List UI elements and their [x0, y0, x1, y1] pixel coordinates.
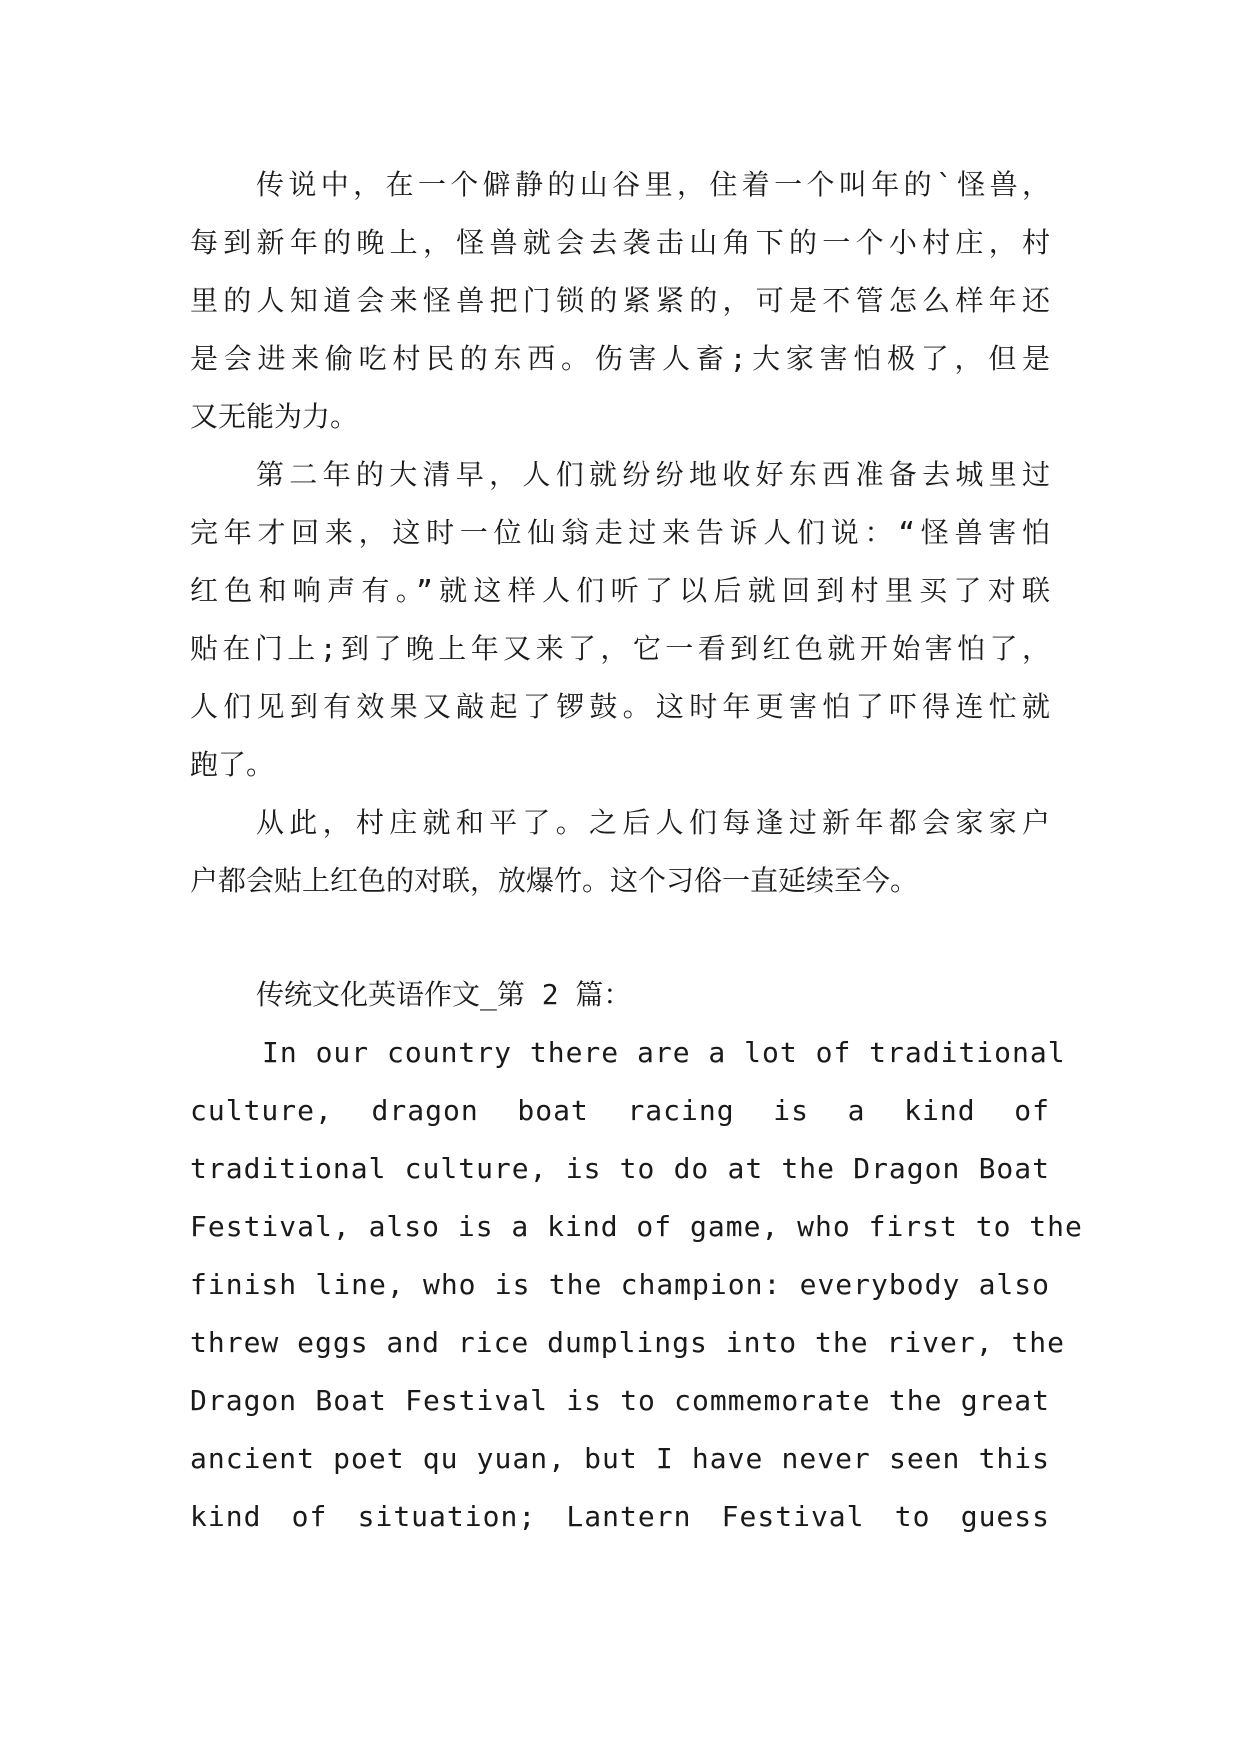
paragraph-2-line-3: 红色和响声有。”就这样人们听了以后就回到村里买了对联 [190, 574, 1050, 607]
english-line-6: threw eggs and rice dumplings into the river, the [190, 1326, 1066, 1359]
english-line-2: culture, dragon boat racing is a kind of [190, 1094, 1050, 1127]
paragraph-2-line-6: 跑了。 [190, 748, 275, 781]
paragraph-2-line-2: 完年才回来，这时一位仙翁走过来告诉人们说：“怪兽害怕 [190, 516, 1050, 549]
paragraph-1-line-2: 每到新年的晚上，怪兽就会去袭击山角下的一个小村庄，村 [190, 226, 1050, 259]
paragraph-1-line-4: 是会进来偷吃村民的东西。伤害人畜;大家害怕极了，但是 [190, 342, 1050, 375]
english-line-3: traditional culture, is to do at the Dragon Boat [190, 1152, 1050, 1185]
paragraph-1-line-5: 又无能为力。 [190, 400, 359, 433]
english-line-1: In our country there are a lot of traditional [262, 1036, 1066, 1069]
paragraph-2-line-1: 第二年的大清早，人们就纷纷地收好东西准备去城里过 [256, 458, 1050, 491]
paragraph-2-line-4: 贴在门上;到了晚上年又来了，它一看到红色就开始害怕了， [190, 632, 1050, 665]
section-heading: 传统文化英语作文_第 2 篇： [256, 978, 632, 1011]
english-line-5: finish line, who is the champion: everybody also [190, 1268, 1050, 1301]
english-line-7: Dragon Boat Festival is to commemorate the great [190, 1384, 1050, 1417]
english-line-9: kind of situation; Lantern Festival to guess [190, 1500, 1050, 1533]
paragraph-2-line-5: 人们见到有效果又敲起了锣鼓。这时年更害怕了吓得连忙就 [190, 690, 1050, 723]
paragraph-1-line-1: 传说中，在一个僻静的山谷里，住着一个叫年的`怪兽， [256, 168, 1050, 201]
english-line-4: Festival, also is a kind of game, who first to the [190, 1210, 1083, 1243]
paragraph-3-line-2: 户都会贴上红色的对联，放爆竹。这个习俗一直延续至今。 [190, 864, 919, 897]
paragraph-1-line-3: 里的人知道会来怪兽把门锁的紧紧的，可是不管怎么样年还 [190, 284, 1050, 317]
english-line-8: ancient poet qu yuan, but I have never seen this [190, 1442, 1050, 1475]
paragraph-3-line-1: 从此，村庄就和平了。之后人们每逢过新年都会家家户 [256, 806, 1050, 839]
